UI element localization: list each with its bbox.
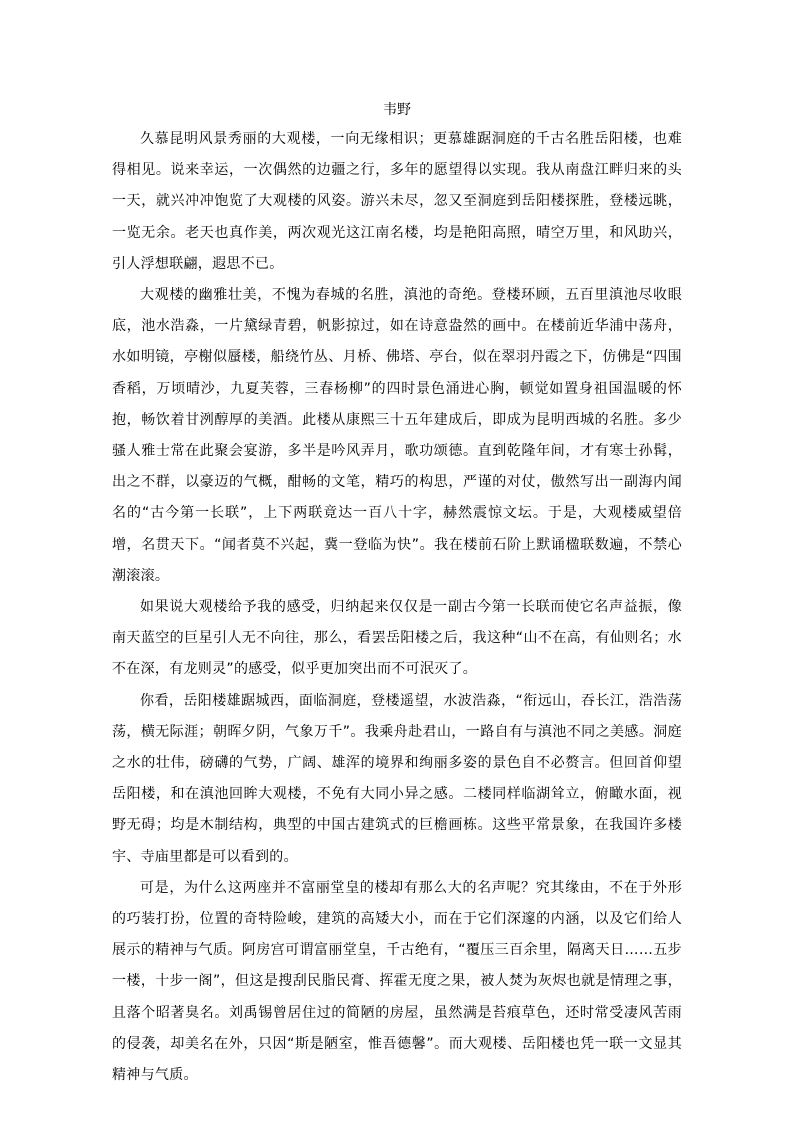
paragraph-5: 可是，为什么这两座并不富丽堂皇的楼却有那么大的名声呢？究其缘由，不在于外形的巧装打扮，位置的奇特险峻，建筑的高矮大小，而在于它们深邃的内涵，以及它们给人展示的精神与气质。阿房宫可谓富丽堂皇，千古绝有，“覆压三百余里，隔离天日……五步一楼，十步一阁”，但这是搜刮民脂民膏、挥霍无度之果，被人焚为灰烬也就是情理之事，且落个昭著臭名。刘禹锡曾居住过的简陋的房屋，虽然满是苔痕草色，还时常受凄风苦雨的侵袭，却美名在外，只因“斯是陋室，惟吾德馨”。而大观楼、岳阳楼也凭一联一文显其精神与气质。 — [112, 879, 682, 1084]
paragraph-3: 如果说大观楼给予我的感受，归纳起来仅仅是一副古今第一长联而使它名声益振，像南天蓝空的巨星引人无不向往，那么，看罢岳阳楼之后，我这种“山不在高，有仙则名；水不在深，有龙则灵”的感受，似乎更加突出而不可泯灭了。 — [112, 599, 682, 678]
paragraph-2: 大观楼的幽雅壮美，不愧为春城的名胜，滇池的奇绝。登楼环顾，五百里滇池尽收眼底，池水浩淼，一片黛绿青碧，帆影掠过，如在诗意盎然的画中。在楼前近华浦中荡舟，水如明镜，亭榭似蜃楼，船绕竹丛、月桥、佛塔、亭台，似在翠羽丹霞之下，仿佛是“四围香稻，万顷晴沙，九夏芙蓉，三春杨柳”的四时景色涌进心胸，顿觉如置身祖国温暖的怀抱，畅饮着甘洌醇厚的美酒。此楼从康熙三十五年建成后，即成为昆明西城的名胜。多少骚人雅士常在此聚会宴游，多半是吟风弄月，歌功颂德。直到乾隆年间，才有寒士孙髯，出之不群，以豪迈的气概，酣畅的文笔，精巧的构思，严谨的对仗，傲然写出一副海内闻名的“古今第一长联”，上下两联竟达一百八十字，赫然震惊文坛。于是，大观楼威望倍增，名贯天下。“闻者莫不兴起，冀一登临为快”。我在楼前石阶上默诵楹联数遍，不禁心潮滚滚。 — [112, 287, 682, 584]
document-page — [112, 97, 682, 1091]
author-title: 韦野 — [383, 102, 411, 118]
paragraph-1: 久慕昆明风景秀丽的大观楼，一向无缘相识；更慕雄踞洞庭的千古名胜岳阳楼，也难得相见。说来幸运，一次偶然的边疆之行，多年的愿望得以实现。我从南盘江畔归来的头一天，就兴冲冲饱览了大观楼的风姿。游兴未尽，忽又至洞庭到岳阳楼探胜，登楼远眺，一览无余。老天也真作美，两次观光这江南名楼，均是艳阳高照，晴空万里，和风助兴，引人浮想联翩，遐思不已。 — [112, 131, 682, 272]
paragraph-4: 你看，岳阳楼雄踞城西，面临洞庭，登楼遥望，水波浩淼，“衔远山，吞长江，浩浩荡荡，横无际涯；朝晖夕阴，气象万千”。我乘舟赴君山，一路自有与滇池不同之美感。洞庭之水的壮伟，磅礴的气势，广阔、雄浑的境界和绚丽多姿的景色自不必赘言。但回首仰望岳阳楼，和在滇池回眸大观楼，不免有大同小异之感。二楼同样临湖耸立，俯瞰水面，视野无碍；均是木制结构，典型的中国古建筑式的巨檐画栋。这些平常景象，在我国许多楼宇、寺庙里都是可以看到的。 — [112, 692, 682, 865]
